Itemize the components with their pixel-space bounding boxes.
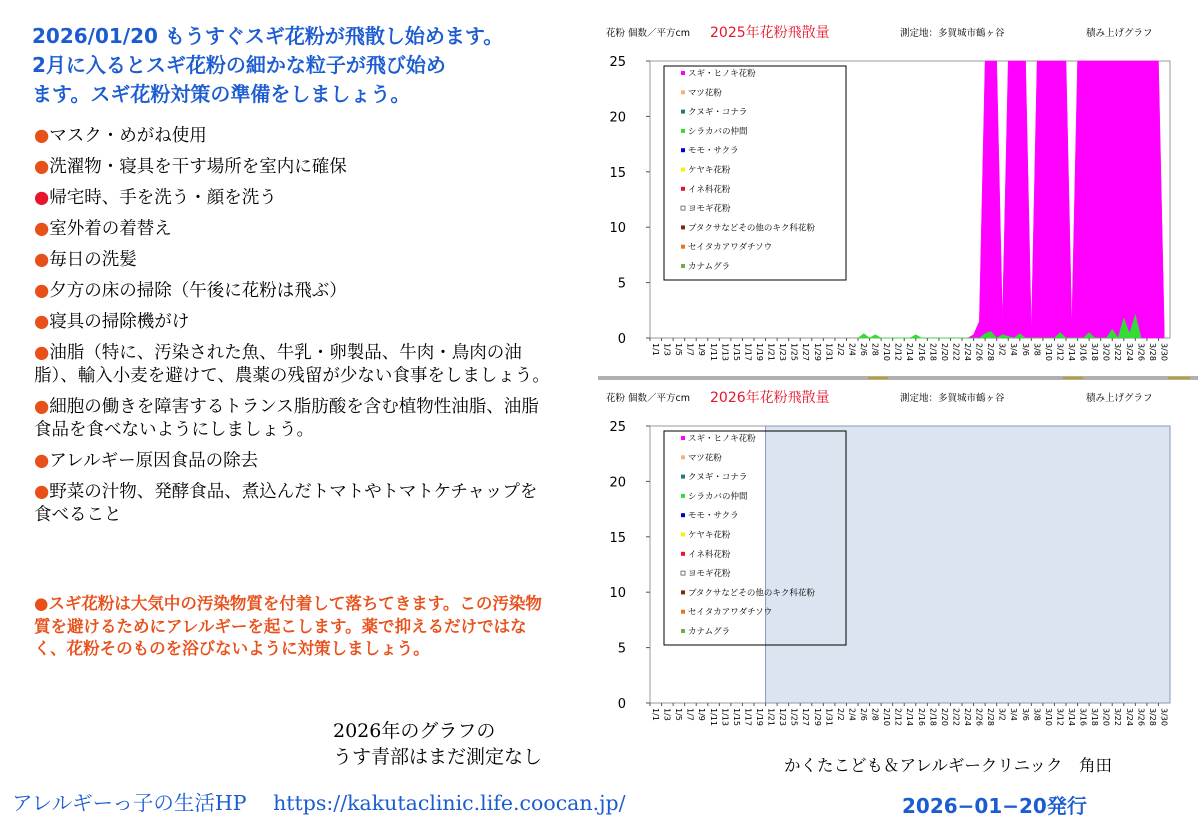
x-tick-label: 3/22 <box>1113 708 1123 726</box>
x-tick-label: 1/23 <box>778 708 788 726</box>
series-area-0 <box>968 61 1164 338</box>
x-tick-label: 3/16 <box>1078 343 1088 361</box>
x-tick-label: 2/4 <box>847 708 857 721</box>
x-tick-label: 3/12 <box>1055 343 1065 361</box>
divider-stripe <box>1168 377 1190 379</box>
pollution-warning: ●スギ花粉は大気中の汚染物質を付着して落ちてきます。この汚染物質を避けるためにアレルギーを起こします。薬で抑えるだけではなく、花粉そのものを浴びないように対策しましょう。 <box>34 594 542 658</box>
legend-label: マツ花粉 <box>688 453 722 464</box>
legend-swatch <box>681 168 685 172</box>
y-tick-label: 15 <box>609 530 626 546</box>
legend-swatch <box>681 513 685 517</box>
x-tick-label: 3/24 <box>1124 708 1134 726</box>
bullet-icon: ● <box>34 126 50 146</box>
tip-item <box>34 342 554 388</box>
x-tick-label: 2/24 <box>963 708 972 726</box>
x-tick-label: 2/26 <box>974 343 984 361</box>
chart-2026-svg <box>598 385 1200 745</box>
headline-line: ます。スギ花粉対策の準備をしましょう。 <box>32 82 411 106</box>
x-tick-label: 1/21 <box>766 708 776 726</box>
y-tick-label: 0 <box>617 697 626 712</box>
x-tick-label: 1/5 <box>674 343 684 356</box>
homepage-label: アレルギーっ子の生活HP <box>12 791 247 815</box>
legend-swatch <box>681 245 685 249</box>
x-tick-label: 1/9 <box>697 708 707 721</box>
note-line: 2026年のグラフの <box>333 720 496 742</box>
x-tick-label: 1/23 <box>778 343 788 361</box>
legend-swatch <box>681 494 685 498</box>
y-tick-label: 10 <box>609 586 626 602</box>
issue-date: 2026−01−20発行 <box>902 794 1087 818</box>
bullet-icon: ● <box>34 188 50 208</box>
legend-label: イネ科花粉 <box>688 184 731 195</box>
x-tick-label: 2/10 <box>882 708 892 726</box>
y-tick-label: 25 <box>609 55 626 70</box>
tip-item <box>34 450 554 473</box>
x-tick-label: 1/25 <box>789 708 799 726</box>
x-tick-label: 3/30 <box>1159 343 1169 361</box>
x-tick-label: 1/3 <box>662 708 672 721</box>
x-tick-label: 1/11 <box>708 343 718 361</box>
legend-label: ヨモギ花粉 <box>688 569 731 580</box>
legend-label: セイタカアワダチソウ <box>688 242 773 253</box>
legend-label: ケヤキ花粉 <box>688 530 731 541</box>
x-tick-label: 3/28 <box>1147 708 1157 726</box>
x-tick-label: 3/26 <box>1136 708 1146 726</box>
x-tick-label: 1/7 <box>685 343 695 356</box>
tip-text: 細胞の働きを障害するトランス脂肪酸を含む植物性油脂、油脂食品を食べないようにしましょう。 <box>34 397 539 440</box>
x-tick-label: 2/12 <box>893 708 903 726</box>
tip-item <box>34 481 554 527</box>
x-tick-label: 1/7 <box>685 708 695 721</box>
bullet-icon: ● <box>34 281 50 301</box>
tip-text: 寝具の掃除機がけ <box>49 312 190 332</box>
x-tick-label: 3/2 <box>997 343 1007 356</box>
chart-2026 <box>598 385 1200 745</box>
legend-swatch <box>681 610 685 614</box>
y-tick-label: 15 <box>609 165 626 181</box>
legend-label: スギ・ヒノキ花粉 <box>688 434 756 444</box>
x-tick-label: 2/2 <box>835 708 845 721</box>
x-tick-label: 1/17 <box>743 708 753 726</box>
x-tick-label: 1/21 <box>766 343 776 361</box>
x-tick-label: 2/18 <box>928 708 938 726</box>
tip-item <box>34 311 554 334</box>
bullet-icon: ● <box>34 451 50 471</box>
legend-label: カナムグラ <box>688 262 731 272</box>
divider-stripe <box>868 377 888 379</box>
x-tick-label: 3/14 <box>1067 343 1076 361</box>
bullet-icon: ● <box>34 312 50 332</box>
divider-stripe <box>1063 377 1083 379</box>
x-tick-label: 1/19 <box>755 343 764 361</box>
x-tick-label: 2/16 <box>916 343 926 361</box>
unmeasured-note <box>333 718 542 770</box>
x-tick-label: 2/8 <box>870 708 880 721</box>
x-tick-label: 2/12 <box>893 343 903 361</box>
legend-swatch <box>681 148 685 152</box>
x-tick-label: 2/22 <box>951 343 961 361</box>
y-tick-label: 25 <box>609 420 626 435</box>
graph-type-label: 積み上げグラフ <box>1086 393 1153 404</box>
x-tick-label: 1/1 <box>651 708 660 721</box>
bullet-icon: ● <box>34 397 50 417</box>
unmeasured-region <box>766 426 1170 703</box>
legend-label: イネ科花粉 <box>688 549 731 560</box>
x-tick-label: 2/26 <box>974 708 984 726</box>
legend-label: モモ・サクラ <box>688 511 739 522</box>
x-tick-label: 2/16 <box>916 708 926 726</box>
tip-item <box>34 249 554 272</box>
x-tick-label: 2/18 <box>928 343 938 361</box>
x-tick-label: 3/28 <box>1147 343 1157 361</box>
legend-swatch <box>681 571 685 575</box>
x-tick-label: 3/16 <box>1078 708 1088 726</box>
bullet-icon: ● <box>34 157 50 177</box>
headline-line: 2月に入るとスギ花粉の細かな粒子が飛び始め <box>32 53 446 77</box>
tip-text: アレルギー原因食品の除去 <box>49 451 259 471</box>
x-tick-label: 2/20 <box>939 708 949 726</box>
clinic-name: かくたこども＆アレルギークリニック 角田 <box>784 756 1112 775</box>
x-tick-label: 2/8 <box>870 343 880 356</box>
y-axis-label: 花粉 個数／平方cm <box>606 28 690 39</box>
x-tick-label: 3/6 <box>1020 343 1030 356</box>
x-tick-label: 2/28 <box>986 708 996 726</box>
y-tick-label: 5 <box>617 276 626 292</box>
tip-item <box>34 218 554 241</box>
legend-swatch <box>681 225 685 229</box>
bullet-icon: ● <box>34 482 50 502</box>
legend-label: カナムグラ <box>688 627 731 637</box>
bullet-icon: ● <box>34 343 50 363</box>
x-tick-label: 1/15 <box>731 343 741 361</box>
headline-line: 2026/01/20 もうすぐスギ花粉が飛散し始めます。 <box>32 24 504 48</box>
legend-swatch <box>681 533 685 537</box>
x-tick-label: 2/14 <box>905 708 915 726</box>
legend-swatch <box>681 90 685 94</box>
legend-label: スギ・ヒノキ花粉 <box>688 69 756 79</box>
legend-swatch <box>681 455 685 459</box>
location-label: 測定地：多賀城市鶴ヶ谷 <box>900 28 1005 39</box>
y-tick-label: 20 <box>609 475 626 491</box>
x-tick-label: 3/30 <box>1159 708 1169 726</box>
legend-label: クヌギ・コナラ <box>688 472 748 483</box>
x-tick-label: 3/18 <box>1090 708 1100 726</box>
x-tick-label: 2/2 <box>835 343 845 356</box>
x-tick-label: 3/6 <box>1020 708 1030 721</box>
y-tick-label: 10 <box>609 221 626 237</box>
x-tick-label: 2/24 <box>963 343 972 361</box>
x-tick-label: 3/8 <box>1032 343 1042 356</box>
x-tick-label: 1/31 <box>824 343 834 361</box>
x-tick-label: 1/29 <box>812 708 822 726</box>
legend-label: クヌギ・コナラ <box>688 107 748 118</box>
x-tick-label: 3/24 <box>1124 343 1134 361</box>
bullet-icon: ● <box>34 250 50 270</box>
legend-swatch <box>681 629 685 633</box>
x-tick-label: 1/13 <box>720 708 730 726</box>
x-tick-label: 1/29 <box>812 343 822 361</box>
tip-item <box>34 280 554 303</box>
x-tick-label: 1/15 <box>731 708 741 726</box>
x-tick-label: 1/25 <box>789 343 799 361</box>
legend-swatch <box>681 129 685 133</box>
bullet-icon: ● <box>34 219 50 239</box>
x-tick-label: 1/13 <box>720 343 730 361</box>
legend-label: ヨモギ花粉 <box>688 204 731 215</box>
x-tick-label: 2/4 <box>847 343 857 356</box>
x-tick-label: 2/6 <box>859 343 868 356</box>
x-tick-label: 2/20 <box>939 343 949 361</box>
x-tick-label: 1/11 <box>708 708 718 726</box>
y-axis-label: 花粉 個数／平方cm <box>606 393 690 404</box>
tip-item <box>34 187 554 210</box>
pollen-tips-list <box>34 125 554 535</box>
tip-item <box>34 125 554 148</box>
y-tick-label: 0 <box>617 332 626 347</box>
legend-label: シラカバの仲間 <box>688 491 748 502</box>
tip-text: マスク・めがね使用 <box>49 126 207 146</box>
headline <box>32 22 592 109</box>
legend-label: ブタクサなどその他のキク科花粉 <box>688 223 815 234</box>
homepage-url[interactable]: https://kakutaclinic.life.coocan.jp/ <box>273 791 626 815</box>
y-tick-label: 5 <box>617 641 626 657</box>
x-tick-label: 3/26 <box>1136 343 1146 361</box>
tip-text: 洗濯物・寝具を干す場所を室内に確保 <box>49 157 347 177</box>
x-tick-label: 1/5 <box>674 708 684 721</box>
x-tick-label: 3/2 <box>997 708 1007 721</box>
tip-text: 夕方の床の掃除（午後に花粉は飛ぶ） <box>49 281 347 301</box>
tip-item <box>34 156 554 179</box>
x-tick-label: 2/10 <box>882 343 892 361</box>
legend-swatch <box>681 590 685 594</box>
chart-title: 2025年花粉飛散量 <box>710 25 830 41</box>
legend-label: セイタカアワダチソウ <box>688 607 773 618</box>
legend-label: ブタクサなどその他のキク科花粉 <box>688 588 815 599</box>
legend-label: シラカバの仲間 <box>688 126 748 137</box>
legend-swatch <box>681 552 685 556</box>
x-tick-label: 1/1 <box>651 343 660 356</box>
x-tick-label: 2/22 <box>951 708 961 726</box>
x-tick-label: 2/28 <box>986 343 996 361</box>
tip-item <box>34 396 554 442</box>
x-tick-label: 1/27 <box>801 708 811 726</box>
legend-swatch <box>681 187 685 191</box>
tip-text: 帰宅時、手を洗う・顔を洗う <box>49 188 277 208</box>
x-tick-label: 3/12 <box>1055 708 1065 726</box>
x-tick-label: 3/22 <box>1113 343 1123 361</box>
legend-swatch <box>681 475 685 479</box>
legend-label: ケヤキ花粉 <box>688 165 731 176</box>
legend-swatch <box>681 110 685 114</box>
x-tick-label: 1/9 <box>697 343 707 356</box>
legend-label: マツ花粉 <box>688 88 722 99</box>
homepage-link[interactable] <box>12 786 626 816</box>
x-tick-label: 1/27 <box>801 343 811 361</box>
x-tick-label: 3/18 <box>1090 343 1100 361</box>
x-tick-label: 2/6 <box>859 708 868 721</box>
graph-type-label: 積み上げグラフ <box>1086 28 1153 39</box>
x-tick-label: 2/14 <box>905 343 915 361</box>
chart-divider <box>598 376 1198 380</box>
x-tick-label: 3/20 <box>1101 343 1111 361</box>
tip-text: 油脂（特に、汚染された魚、牛乳・卵製品、牛肉・鳥肉の油脂）、輸入小麦を避けて、農薬の残留が少ない食事をしましょう。 <box>34 343 550 386</box>
chart-2025-svg <box>598 20 1200 380</box>
legend-swatch <box>681 436 685 440</box>
legend-swatch <box>681 71 685 75</box>
note-line: うす青部はまだ測定なし <box>333 746 543 768</box>
x-tick-label: 3/10 <box>1043 343 1053 361</box>
chart-2025 <box>598 20 1200 380</box>
legend-swatch <box>681 206 685 210</box>
x-tick-label: 1/19 <box>755 708 764 726</box>
x-tick-label: 3/20 <box>1101 708 1111 726</box>
x-tick-label: 3/4 <box>1009 343 1019 356</box>
tip-text: 野菜の汁物、発酵食品、煮込んだトマトやトマトケチャップを食べること <box>34 482 538 525</box>
x-tick-label: 3/14 <box>1067 708 1076 726</box>
legend-swatch <box>681 264 685 268</box>
x-tick-label: 3/4 <box>1009 708 1019 721</box>
tip-text: 毎日の洗髪 <box>49 250 137 270</box>
x-tick-label: 1/17 <box>743 343 753 361</box>
x-tick-label: 1/31 <box>824 708 834 726</box>
legend-label: モモ・サクラ <box>688 146 739 157</box>
x-tick-label: 3/8 <box>1032 708 1042 721</box>
location-label: 測定地：多賀城市鶴ヶ谷 <box>900 393 1005 404</box>
x-tick-label: 1/3 <box>662 343 672 356</box>
y-tick-label: 20 <box>609 110 626 126</box>
x-tick-label: 3/10 <box>1043 708 1053 726</box>
chart-title: 2026年花粉飛散量 <box>710 390 830 406</box>
tip-text: 室外着の着替え <box>49 219 172 239</box>
